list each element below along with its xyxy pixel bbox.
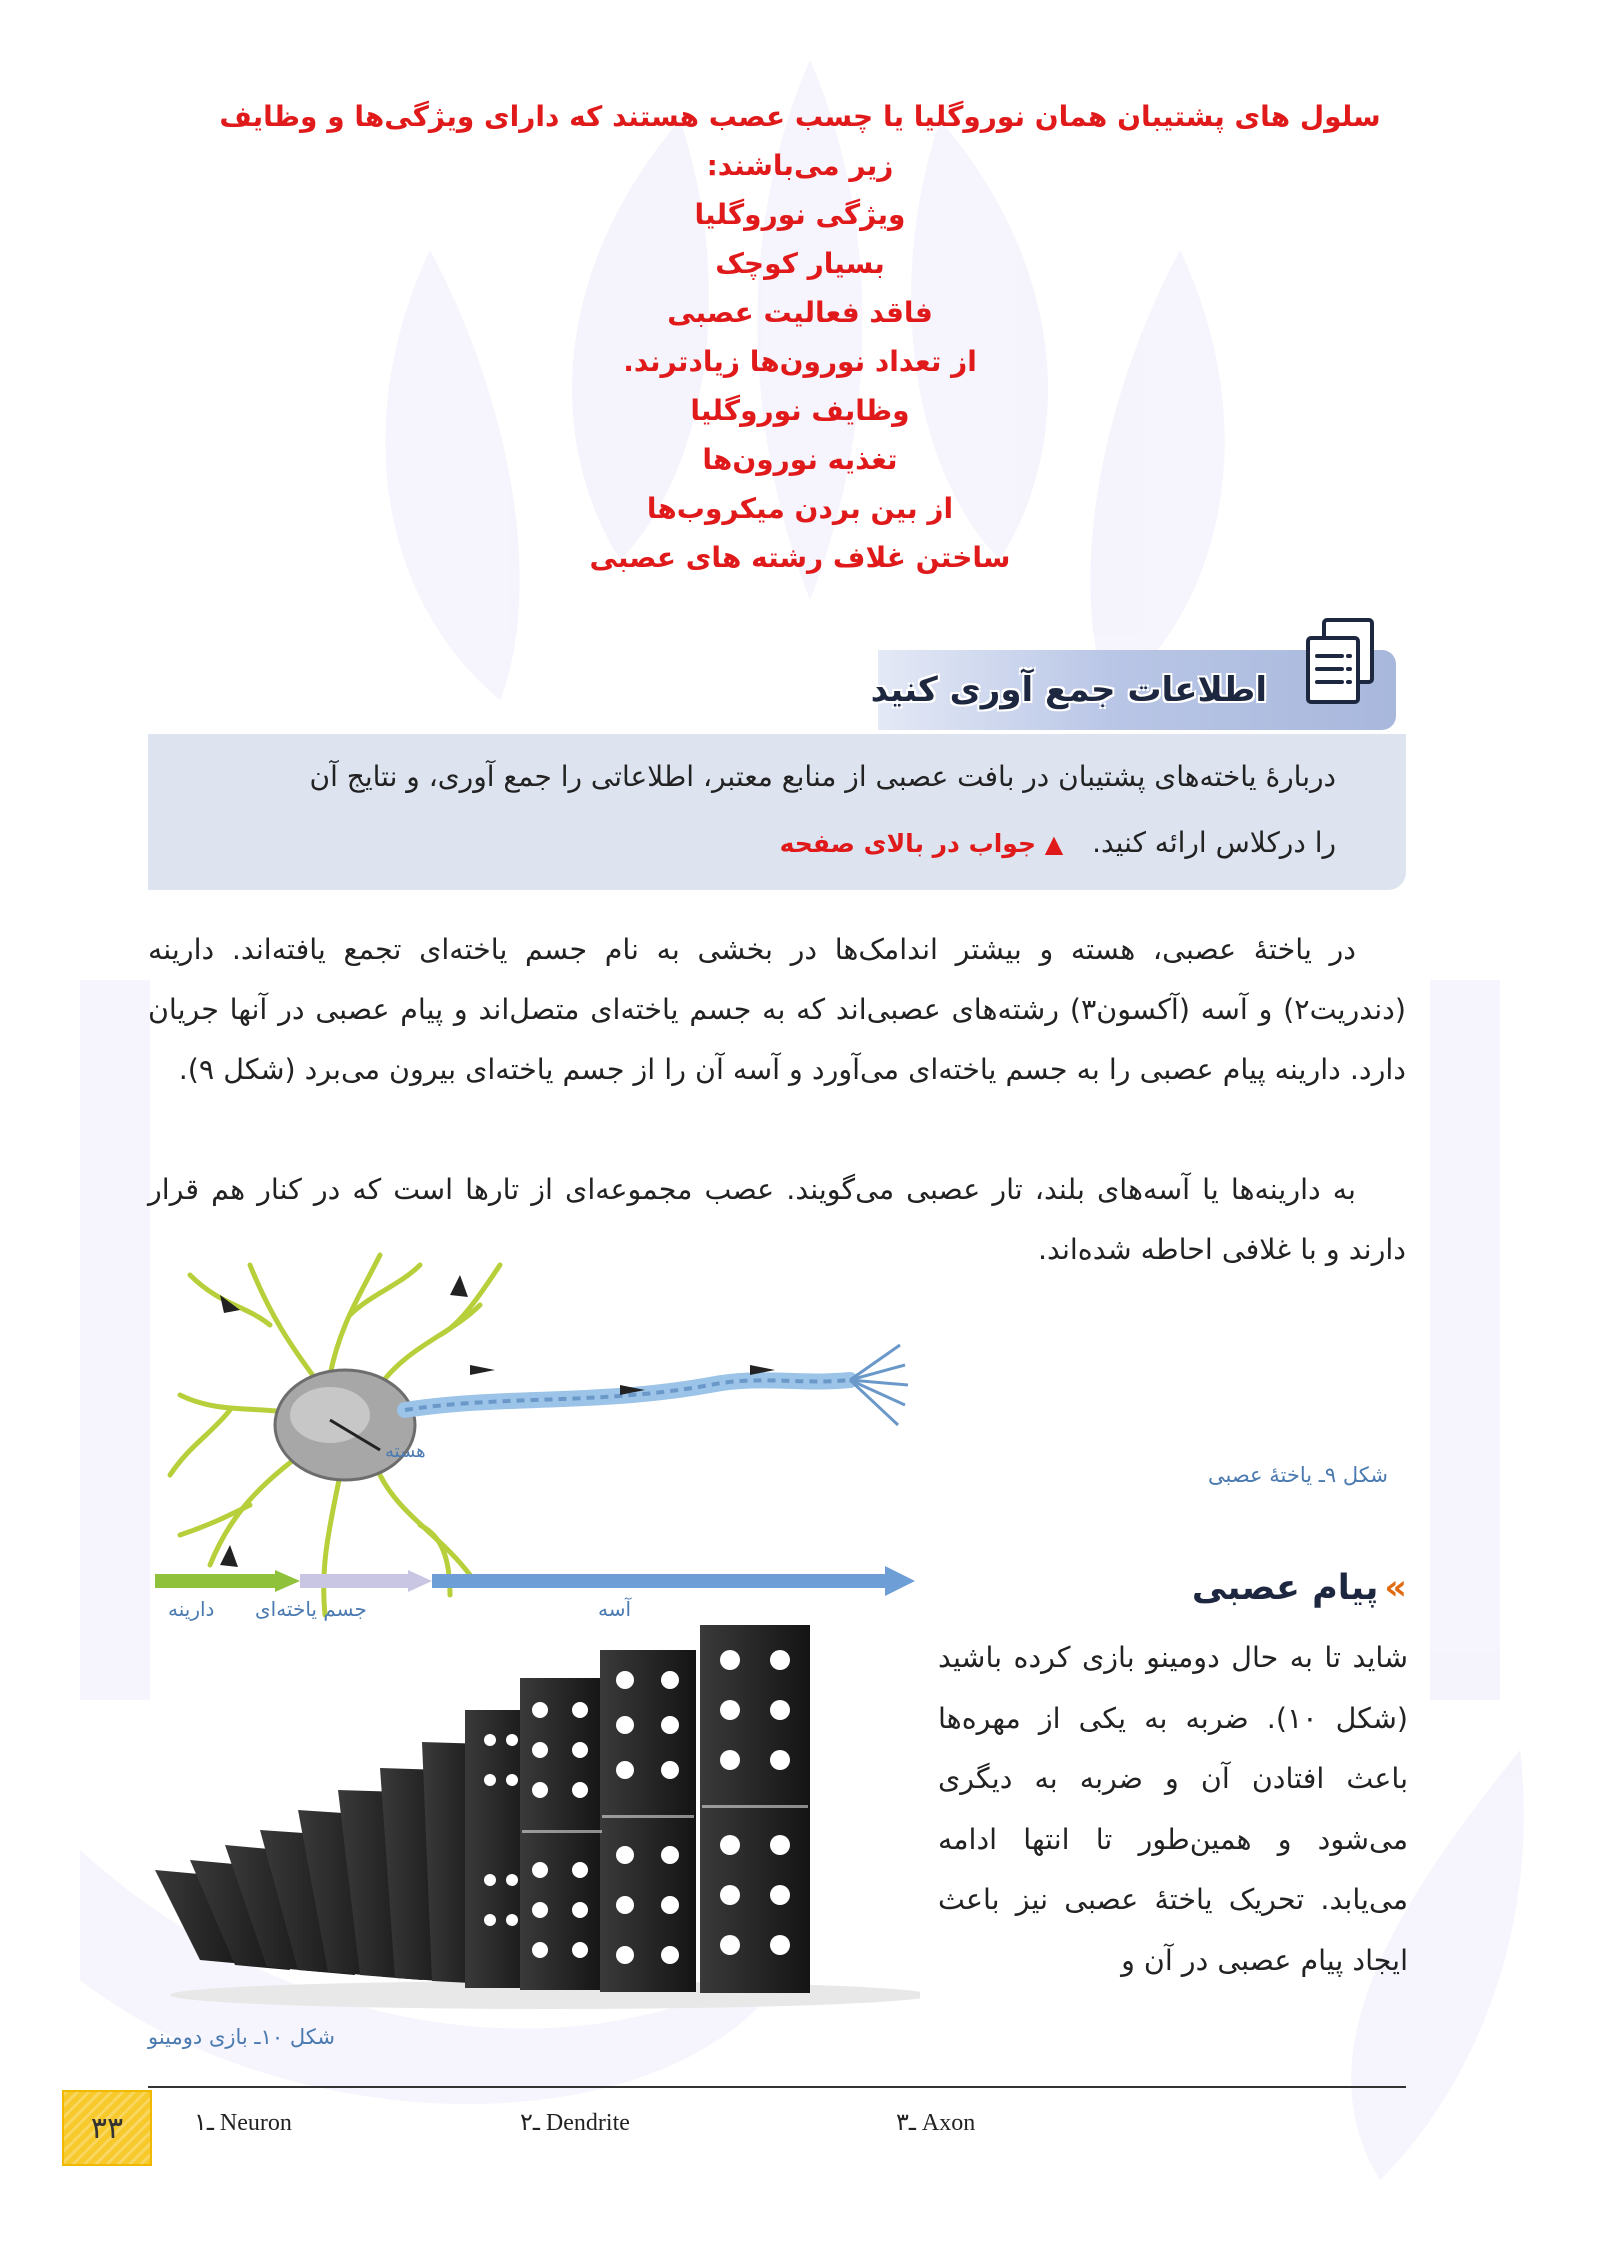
footnote-axon: ۳ـ Axon [896,2110,976,2136]
answer-block [150,92,1450,582]
answer-tag-text: جواب در بالای صفحه [779,829,1036,858]
domino-illustration [150,1620,920,2020]
activity-box [148,734,1406,890]
answer-line: تغذیه نورون‌ها [702,443,898,476]
figure-9-caption: شکل ۹ـ یاختهٔ عصبی [1208,1463,1388,1487]
answer-line: فاقد فعالیت عصبی [667,296,933,329]
activity-line-2-text: را درکلاس ارائه کنید. [1092,826,1336,859]
answer-line: وظایف نوروگلیا [690,394,910,427]
answer-line: از بین بردن میکروب‌ها [646,492,954,525]
paragraph-nerve-fibers: به دارینه‌ها یا آسه‌های بلند، تار عصبی می‌گویند. عصب مجموعه‌ای از تارها است که در کنار هم قرار دارند و با غلافی احاطه شده‌اند. [148,1173,1406,1266]
axon-label: آسه [598,1597,632,1621]
answer-line: ویژگی نوروگلیا [694,198,906,231]
answer-line: از تعداد نورون‌ها زیادترند. [623,345,977,378]
activity-line-2 [196,810,1336,877]
answer-line: ساختن غلاف رشته های عصبی [589,541,1011,574]
answer-tag [780,829,1064,858]
page-number: ۳۳ [62,2090,152,2166]
nerve-message-heading [1192,1568,1407,1608]
nerve-message-heading-text: پیام عصبی [1191,1568,1379,1608]
activity-line-1: دربارهٔ یاخته‌های پشتیبان در بافت عصبی از منابع معتبر، اطلاعاتی را جمع آوری، و نتایج آن [309,760,1336,793]
nucleus-label: هسته [385,1441,426,1462]
section-heading: اطلاعات جمع آوری کنید [870,670,1267,710]
answer-line: سلول های پشتیبان همان نوروگلیا یا چسب عصب هستند که دارای ویژگی‌ها و وظایف [219,100,1381,133]
triangle-icon: ▲ [1044,830,1064,858]
footer-divider [148,2086,1406,2088]
footnote-neuron: ۱ـ Neuron [194,2110,292,2136]
nerve-message-text: شاید تا به حال دومینو بازی کرده باشید (شکل ۱۰). ضربه به یکی از مهره‌ها باعث افتادن آن و ضربه به دیگری می‌شود و همین‌طور تا انتها ادامه می‌یابد. تحریک یاختهٔ عصبی نیز باعث ایجاد پیام عصبی در آن و [938,1641,1408,1977]
cell-body-label: جسم یاخته‌ای [255,1597,367,1621]
activity-text [196,744,1336,877]
footnote-dendrite: ۲ـ Dendrite [520,2110,630,2136]
double-chevron-icon: » [1384,1568,1407,1608]
answer-line: بسیار کوچک [715,247,885,280]
answer-line: زیر می‌باشند: [706,149,894,182]
paragraph-neuron-parts: در یاختهٔ عصبی، هسته و بیشتر اندامک‌ها در بخشی به نام جسم یاخته‌ای تجمع یافته‌اند. دارینه (دندریت۲) و آسه (آکسون۳) رشته‌های عصبی‌اند که به جسم یاخته‌ای متصل‌اند و پیام عصبی در آنها جریان دارد. دارینه پیام عصبی را به جسم یاخته‌ای می‌آورد و آسه آن را از جسم یاخته‌ای بیرون می‌برد (شکل ۹). [148,933,1406,1086]
dendrite-label: دارینه [168,1597,215,1621]
document-stack-icon [1302,616,1382,716]
figure-10-caption: شکل ۱۰ـ بازی دومینو [148,2025,335,2049]
